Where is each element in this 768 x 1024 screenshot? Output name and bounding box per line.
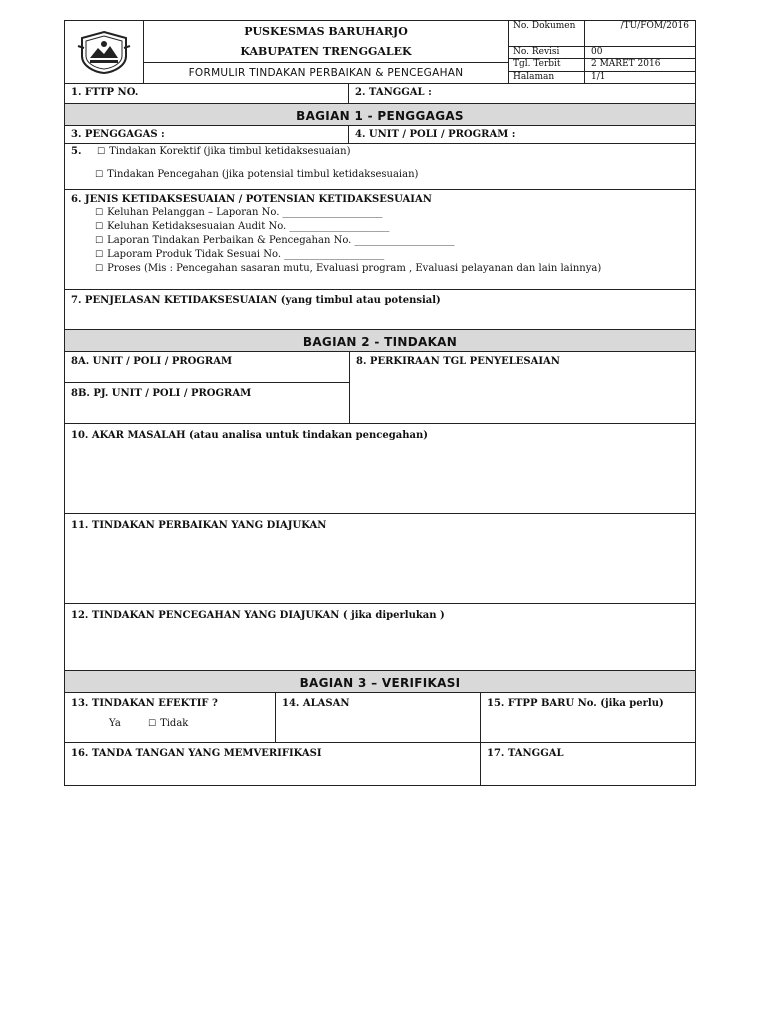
meta-key: No. Dokumen bbox=[509, 21, 585, 46]
checkbox-icon[interactable]: ☐ bbox=[95, 222, 104, 232]
option-audit[interactable] bbox=[95, 221, 689, 232]
date-field[interactable]: 2. TANGGAL : bbox=[355, 87, 432, 98]
row-explanation bbox=[65, 290, 695, 330]
option-corrective[interactable] bbox=[97, 146, 351, 157]
effective-options bbox=[71, 718, 269, 729]
explanation-field[interactable]: 7. PENJELASAN KETIDAKSESUAIAN (yang timbul atau potensial) bbox=[71, 295, 441, 306]
org-name: PUSKESMAS BARUHARJO bbox=[244, 24, 408, 38]
form-title: FORMULIR TINDAKAN PERBAIKAN & PENCEGAHAN bbox=[188, 66, 464, 79]
emblem-logo bbox=[65, 21, 144, 83]
unit-program-field[interactable]: 8A. UNIT / POLI / PROGRAM bbox=[65, 352, 349, 383]
row-verification bbox=[65, 693, 695, 743]
section-title: BAGIAN 3 – VERIFIKASI bbox=[299, 676, 461, 690]
row-root-cause bbox=[65, 424, 695, 514]
action-type-field bbox=[65, 144, 695, 189]
section-title: BAGIAN 2 - TINDAKAN bbox=[302, 335, 458, 349]
meta-row bbox=[509, 72, 695, 83]
document-meta bbox=[509, 21, 695, 83]
row-unit-date bbox=[65, 352, 695, 424]
checkbox-icon[interactable]: ☐ bbox=[95, 236, 104, 246]
reason-field[interactable]: 14. ALASAN bbox=[276, 693, 481, 742]
checkbox-icon[interactable]: ☐ bbox=[95, 208, 104, 218]
row-penggagas bbox=[65, 126, 695, 144]
org-region: KABUPATEN TRENGGALEK bbox=[144, 41, 508, 62]
unit-pj-column bbox=[65, 352, 350, 423]
completion-date-field[interactable]: 8. PERKIRAAN TGL PENYELESAIAN bbox=[356, 356, 560, 367]
corrective-action-field[interactable]: 11. TINDAKAN PERBAIKAN YANG DIAJUKAN bbox=[71, 520, 327, 531]
option-label: Keluhan Ketidaksesuaian Audit No. ____________________ bbox=[107, 221, 390, 232]
form-sheet bbox=[64, 20, 696, 786]
row-ftpp bbox=[65, 84, 695, 104]
option-label: Tindakan Korektif (jika timbul ketidaksesuaian) bbox=[109, 146, 351, 157]
row-signature bbox=[65, 743, 695, 785]
option-label: Keluhan Pelanggan – Laporan No. ____________________ bbox=[107, 207, 383, 218]
checkbox-icon[interactable]: ☐ bbox=[147, 719, 157, 729]
penggagas-field[interactable]: 3. PENGGAGAS : bbox=[65, 126, 349, 143]
checkbox-icon[interactable]: ☐ bbox=[95, 170, 104, 180]
effective-field bbox=[65, 693, 276, 742]
preventive-action-field[interactable]: 12. TINDAKAN PENCEGAHAN YANG DIAJUKAN ( jika diperlukan ) bbox=[71, 610, 445, 621]
meta-key: No. Revisi bbox=[509, 47, 585, 58]
meta-key: Halaman bbox=[509, 72, 585, 83]
meta-row bbox=[509, 21, 695, 47]
option-yes[interactable]: Ya bbox=[109, 718, 121, 729]
meta-value: 2 MARET 2016 bbox=[591, 59, 661, 70]
meta-value: 00 bbox=[591, 46, 603, 57]
row-action-type bbox=[65, 144, 695, 190]
form-header bbox=[65, 21, 695, 84]
field-label: 13. TINDAKAN EFEKTIF ? bbox=[71, 698, 218, 709]
section-title: BAGIAN 1 - PENGGAGAS bbox=[296, 109, 464, 123]
option-label: Laporam Produk Tidak Sesuai No. ____________________ bbox=[107, 249, 385, 260]
checkbox-icon[interactable]: ☐ bbox=[95, 250, 104, 260]
field-number: 5. bbox=[71, 146, 82, 157]
field-label: 6. JENIS KETIDAKSESUAIAN / POTENSIAN KETIDAKSESUAIAN bbox=[71, 194, 432, 205]
header-title-block bbox=[144, 21, 509, 83]
meta-row bbox=[509, 47, 695, 59]
option-label: Proses (Mis : Pencegahan sasaran mutu, Evaluasi program , Evaluasi pelayanan dan lain lainnya) bbox=[107, 263, 602, 274]
option-label: Laporan Tindakan Perbaikan & Pencegahan No. ____________________ bbox=[107, 235, 455, 246]
option-preventive[interactable] bbox=[95, 169, 689, 180]
row-corrective-action bbox=[65, 514, 695, 604]
option-customer-complaint[interactable] bbox=[95, 207, 689, 218]
option-no[interactable] bbox=[148, 718, 188, 729]
row-preventive-action bbox=[65, 604, 695, 671]
verification-date-field[interactable]: 17. TANGGAL bbox=[487, 748, 564, 759]
row-nonconformity-type bbox=[65, 190, 695, 290]
option-product-report[interactable] bbox=[95, 249, 689, 260]
nonconformity-type-field bbox=[65, 190, 695, 289]
meta-key: Tgl. Terbit bbox=[509, 59, 585, 70]
option-label: Tindakan Pencegahan (jika potensial timbul ketidaksesuaian) bbox=[107, 169, 419, 180]
meta-value: 1/1 bbox=[591, 71, 606, 82]
pj-unit-field[interactable]: 8B. PJ. UNIT / POLI / PROGRAM bbox=[71, 388, 252, 399]
ftpp-no-field[interactable]: 1. FTTP NO. bbox=[65, 84, 349, 103]
checkbox-icon[interactable]: ☐ bbox=[97, 147, 106, 157]
section-1-header bbox=[65, 104, 695, 126]
checkbox-icon[interactable]: ☐ bbox=[95, 264, 104, 274]
new-ftpp-field[interactable]: 15. FTPP BARU No. (jika perlu) bbox=[487, 698, 664, 709]
meta-row bbox=[509, 59, 695, 71]
root-cause-field[interactable]: 10. AKAR MASALAH (atau analisa untuk tindakan pencegahan) bbox=[71, 430, 428, 441]
section-3-header bbox=[65, 671, 695, 693]
option-label: Tidak bbox=[160, 718, 189, 729]
option-process[interactable] bbox=[95, 263, 689, 274]
option-action-report[interactable] bbox=[95, 235, 689, 246]
section-2-header bbox=[65, 330, 695, 352]
unit-field[interactable]: 4. UNIT / POLI / PROGRAM : bbox=[355, 129, 516, 140]
signature-field[interactable]: 16. TANDA TANGAN YANG MEMVERIFIKASI bbox=[65, 743, 481, 785]
meta-value: /TU/FOM/2016 bbox=[620, 21, 689, 31]
